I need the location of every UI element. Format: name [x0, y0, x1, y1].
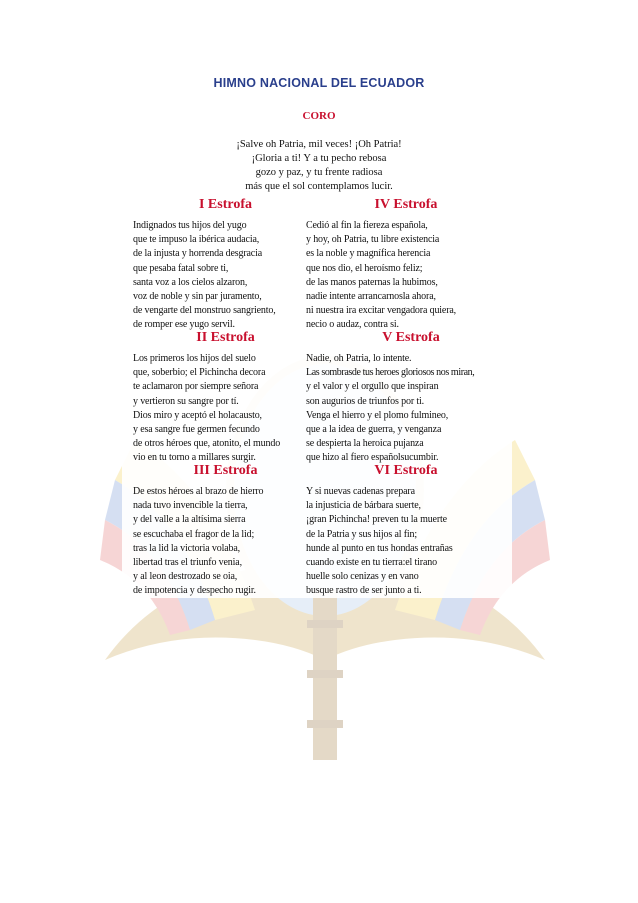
verse-line: Nadie, oh Patria, lo intente. [306, 353, 412, 364]
verse-line: Las sombrasde tus heroes gloriosos nos miran, [306, 367, 475, 379]
verse-line: nadie intente arrancarnosla ahora, [306, 291, 436, 303]
verse-line: que te impuso la ibérica audacia, [133, 234, 260, 246]
verse-line: la injusticia de bárbara suerte, [306, 500, 421, 512]
verse-line: nada tuvo invencible la tierra, [133, 500, 248, 512]
estrofa-1 [133, 197, 318, 333]
verse-line: necio o audaz, contra si. [306, 319, 399, 331]
verse-line: que nos dio, el heroísmo feliz; [306, 262, 423, 274]
verse-line: de romper ese yugo servil. [133, 319, 235, 331]
verse-line: de vengarte del monstruo sangriento, [133, 305, 276, 317]
verse-line: que a la idea de guerra, y venganza [306, 424, 442, 436]
verse-line: de la Patria y sus hijos al fin; [306, 528, 418, 540]
verse-line: Y si nuevas cadenas prepara [306, 486, 415, 497]
verse-line: Dios miro y aceptó el holacausto, [133, 409, 262, 421]
estrofa-lines [133, 352, 318, 466]
estrofa-heading: I Estrofa [198, 197, 253, 212]
verse-line: se despierta la heroica pujanza [306, 438, 424, 450]
verse-line: santa voz a los cielos alzaron, [133, 276, 248, 288]
coro-verse [0, 138, 638, 194]
verse-line: de impotencia y despecho rugir. [133, 585, 256, 597]
verse-line: que pesaba fatal sobre ti, [133, 262, 229, 274]
verse-line: de las manos paternas la hubimos, [306, 276, 438, 288]
estrofa-4 [306, 197, 506, 333]
verse-line: de la injusta y horrenda desgracia [133, 248, 263, 260]
verse-line: voz de noble y sin par juramento, [133, 291, 262, 303]
verse-line: son augurios de triunfos por ti. [306, 395, 424, 407]
verse-line: huelle solo cenizas y en vano [306, 571, 419, 583]
estrofa-2 [133, 330, 318, 466]
verse-line: busque rastro de ser junto a ti. [306, 585, 422, 597]
page-title: HIMNO NACIONAL DEL ECUADOR [213, 76, 425, 90]
verse-line: Los primeros los hijos del suelo [133, 353, 256, 364]
verse-line: y el valor y el orgullo que inspiran [306, 381, 439, 393]
estrofa-lines [133, 219, 318, 333]
verse-line: se escuchaba el fragor de la lid; [133, 528, 255, 540]
coro-line: ¡Salve oh Patria, mil veces! ¡Oh Patria! [236, 139, 402, 150]
estrofa-3 [133, 463, 318, 599]
coro-line: ¡Gloria a ti! Y a tu pecho rebosa [251, 153, 387, 164]
verse-line: tras la lid la victoria volaba, [133, 542, 240, 554]
verse-line: hunde al punto en tus hondas entrañas [306, 542, 453, 554]
estrofa-lines [133, 485, 318, 599]
verse-line: que, soberbio; el Pichincha decora [133, 367, 266, 379]
estrofa-lines [306, 485, 506, 599]
verse-line: De estos héroes al brazo de hierro [133, 486, 264, 497]
estrofa-heading: V Estrofa [382, 330, 440, 345]
verse-line: Venga el hierro y el plomo fulmineo, [306, 409, 449, 421]
verse-line: Indignados tus hijos del yugo [133, 220, 247, 231]
estrofa-heading: II Estrofa [196, 330, 255, 345]
verse-line: es la noble y magnífica herencia [306, 248, 431, 260]
verse-line: y vertieron su sangre por tí. [133, 395, 239, 407]
verse-line: y del valle a la altísima sierra [133, 514, 246, 526]
verse-line: ¡gran Pichincha! preven tu la muerte [306, 514, 447, 526]
verse-line: libertad tras el triunfo venia, [133, 557, 242, 569]
coro-heading: CORO [302, 110, 336, 122]
verse-line: y al leon destrozado se oia, [133, 571, 238, 583]
verse-line: de otros héroes que, atonito, el mundo [133, 438, 281, 450]
estrofa-heading: III Estrofa [193, 463, 258, 478]
verse-line: cuando existe en tu tierra:el tirano [306, 557, 437, 569]
estrofa-5 [306, 330, 516, 466]
coro-line: más que el sol contemplamos lucir. [245, 181, 393, 192]
verse-line: y hoy, oh Patria, tu libre existencia [306, 234, 440, 246]
verse-line: vio en tu torno a millares surgir. [133, 452, 256, 464]
verse-line: y esa sangre fue germen fecundo [133, 424, 260, 436]
verse-line: Cedió al fin la fiereza española, [306, 220, 428, 231]
estrofa-heading: VI Estrofa [374, 463, 438, 478]
estrofa-lines [306, 219, 506, 333]
coro-line: gozo y paz, y tu frente radiosa [255, 167, 383, 178]
verse-line: te aclamaron por siempre señora [133, 381, 259, 393]
estrofa-heading: IV Estrofa [374, 197, 438, 212]
estrofa-6 [306, 463, 506, 599]
verse-line: ni nuestra ira excitar vengadora quiera, [306, 305, 457, 317]
verse-line: que hizo al fiero españolsucumbir. [306, 452, 439, 464]
estrofa-lines [306, 352, 516, 466]
